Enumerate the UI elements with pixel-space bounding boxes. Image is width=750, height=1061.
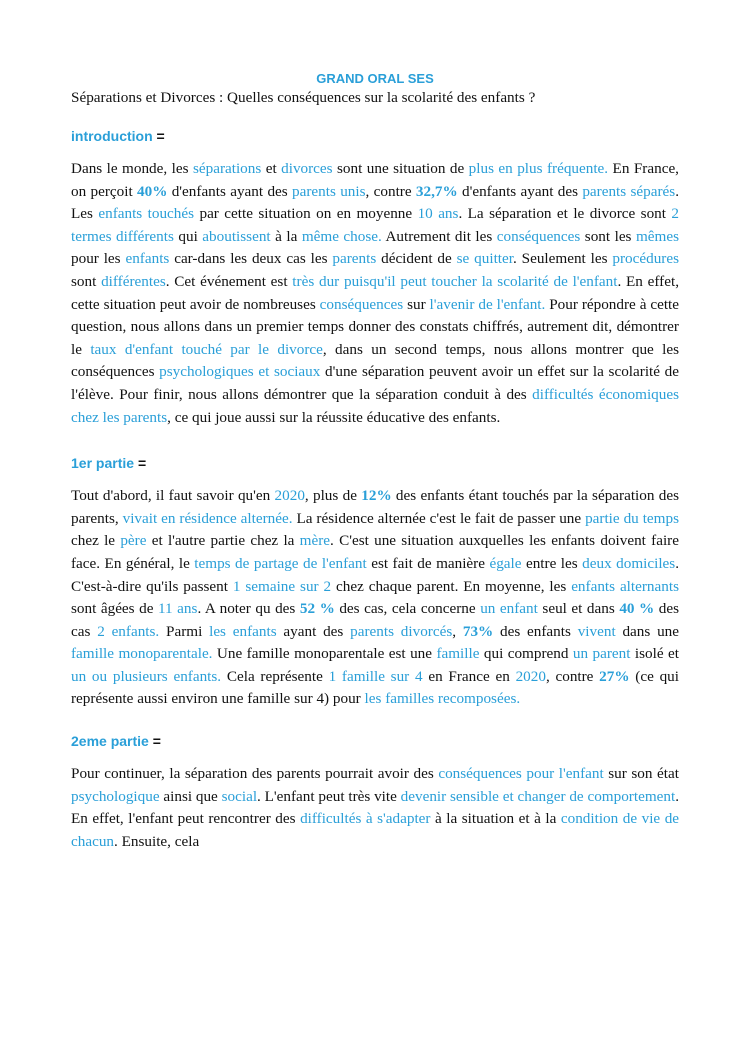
body-text: en France en xyxy=(422,667,516,685)
body-text: Parmi xyxy=(159,622,210,640)
highlighted-text: divorces xyxy=(281,160,333,177)
highlighted-text: 2020 xyxy=(515,667,546,685)
highlighted-text: temps de partage de l'enfant xyxy=(194,554,367,572)
document-subtitle: Séparations et Divorces : Quelles conséquences sur la scolarité des enfants ? xyxy=(71,89,536,106)
highlighted-text: mère xyxy=(299,532,331,550)
body-text: seul et dans xyxy=(537,600,620,618)
highlighted-text: différentes xyxy=(101,272,166,290)
section-heading-label: 1er partie xyxy=(71,455,135,472)
body-text: entre les xyxy=(521,554,583,572)
body-text: . L'enfant peut très vite xyxy=(257,787,401,805)
section-heading-eq: = xyxy=(137,455,147,472)
highlighted-text: un enfant xyxy=(480,600,538,618)
highlighted-text: conséquences xyxy=(496,227,581,245)
highlighted-text: enfants touchés xyxy=(98,205,195,223)
body-text: d'enfants ayant des xyxy=(167,182,293,200)
body-text: des enfants xyxy=(493,622,578,640)
body-text: sur son état xyxy=(603,765,679,783)
highlighted-text: difficultés à s'adapter xyxy=(300,810,431,828)
body-text: sur xyxy=(403,295,430,313)
body-text: car-dans les deux cas les xyxy=(169,250,333,268)
body-text: La résidence alternée c'est le fait de passer une xyxy=(292,509,586,527)
highlighted-text: psychologiques et sociaux xyxy=(159,363,321,381)
section-heading-part-1 xyxy=(71,453,679,473)
body-text: . A noter qu des xyxy=(197,600,300,618)
section-paragraph-introduction xyxy=(71,158,679,429)
document-title: GRAND ORAL SES xyxy=(316,71,434,86)
highlighted-text: séparations xyxy=(192,160,262,177)
body-text: . Ensuite, cela xyxy=(114,832,200,850)
highlighted-text: deux domiciles xyxy=(582,554,676,572)
body-text: est fait de manière xyxy=(366,554,490,572)
highlighted-text: un ou plusieurs enfants. xyxy=(71,667,222,685)
body-text: , dans un second temps, nous allons montrer que les conséquences xyxy=(71,340,680,381)
body-text: Pour continuer, la séparation des parents pourrait avoir des xyxy=(71,765,439,783)
body-text: par cette situation on en moyenne xyxy=(194,205,418,223)
body-text: , contre xyxy=(545,667,600,685)
body-text: des enfants étant touchés par la séparation des parents, xyxy=(71,487,679,527)
body-text: . La séparation et le divorce sont xyxy=(458,205,672,223)
body-text: , ce qui joue aussi sur la réussite éducative des enfants. xyxy=(167,408,501,426)
highlighted-text: mêmes xyxy=(635,227,679,245)
body-text: . Les xyxy=(71,182,679,223)
body-text: Tout d'abord, il faut savoir qu'en xyxy=(71,487,275,505)
section-heading-label: introduction xyxy=(71,128,153,144)
body-text: chez le xyxy=(71,532,121,550)
highlighted-text: parents divorcés xyxy=(350,622,453,640)
highlighted-text: partie du temps xyxy=(585,509,679,527)
body-text: des cas, cela concerne xyxy=(334,600,481,618)
body-text: sont une situation de xyxy=(332,160,469,177)
highlighted-text: 10 ans xyxy=(417,205,459,223)
highlighted-text: psychologique xyxy=(71,787,160,805)
highlighted-text: condition de vie de chacun xyxy=(71,810,680,850)
highlighted-text: 2020 xyxy=(274,487,305,505)
highlighted-text: 32,7% xyxy=(415,182,458,200)
highlighted-text: l'avenir de l'enfant. xyxy=(429,295,546,313)
highlighted-text: plus en plus fréquente. xyxy=(468,160,609,177)
body-text: . Seulement les xyxy=(512,250,613,268)
document-page xyxy=(71,70,679,853)
body-text: , contre xyxy=(365,182,416,200)
highlighted-text: devenir sensible et changer de comportement xyxy=(400,787,676,805)
section-paragraph-part-2 xyxy=(71,763,679,853)
body-text: isolé et xyxy=(630,645,679,663)
highlighted-text: les familles recomposées. xyxy=(364,690,521,708)
body-text: sont les xyxy=(580,227,636,245)
body-text: ayant des xyxy=(276,622,351,640)
body-text: . En effet, cette situation peut avoir de nombreuses xyxy=(71,272,679,313)
highlighted-text: les enfants xyxy=(209,622,277,640)
highlighted-text: procédures xyxy=(612,250,680,268)
body-text: Autrement dit les xyxy=(381,227,497,245)
body-text: ainsi que xyxy=(159,787,222,805)
section-heading-introduction xyxy=(71,126,679,146)
highlighted-text: 52 % xyxy=(299,600,335,618)
highlighted-text: conséquences xyxy=(319,295,404,313)
body-text: d'enfants ayant des xyxy=(457,182,583,200)
highlighted-text: parents unis xyxy=(292,182,366,200)
highlighted-text: un parent xyxy=(572,645,631,663)
highlighted-text: 2 termes différents xyxy=(71,205,680,245)
highlighted-text: enfants xyxy=(125,250,170,268)
highlighted-text: vivait en résidence alternée. xyxy=(122,509,293,527)
highlighted-text: égale xyxy=(489,554,522,572)
highlighted-text: parents séparés xyxy=(582,182,676,200)
highlighted-text: parents xyxy=(332,250,377,268)
highlighted-text: se quitter xyxy=(456,250,513,268)
highlighted-text: 40% xyxy=(137,182,168,200)
body-text: qui xyxy=(173,227,203,245)
body-text: à la xyxy=(270,227,302,245)
highlighted-text: difficultés économiques chez les parents xyxy=(71,385,679,426)
body-text: Une famille monoparentale est une xyxy=(212,645,437,663)
body-text: . Cet événement est xyxy=(165,272,293,290)
highlighted-text: même chose. xyxy=(301,227,382,245)
highlighted-text: 73% xyxy=(462,622,494,640)
body-text: d'une séparation peuvent avoir un effet sur la scolarité de l'élève. Pour finir, nous allons démontrer que la séparation conduit à des xyxy=(71,363,679,403)
highlighted-text: taux d'enfant touché par le divorce xyxy=(90,340,323,358)
body-text: . C'est une situation auxquelles les enfants doivent faire face. En général, le xyxy=(71,532,679,572)
body-text: et xyxy=(261,160,282,177)
body-text: Dans le monde, les xyxy=(71,160,193,177)
highlighted-text: famille xyxy=(436,645,480,663)
highlighted-text: très dur puisqu'il peut toucher la scolarité de l'enfant xyxy=(292,272,618,290)
body-text: . C'est-à-dire qu'ils passent xyxy=(71,554,679,595)
highlighted-text: 11 ans xyxy=(158,600,198,618)
body-text: En France, on perçoit xyxy=(71,160,679,200)
body-text: chez chaque parent. En moyenne, les xyxy=(331,577,572,595)
highlighted-text: 12% xyxy=(361,487,392,505)
section-heading-eq: = xyxy=(156,128,165,144)
highlighted-text: aboutissent xyxy=(202,227,271,245)
body-text: , xyxy=(452,622,463,640)
body-text: pour les xyxy=(71,250,126,268)
section-heading-label: 2eme partie xyxy=(71,733,149,750)
section-paragraph-part-1 xyxy=(71,485,679,711)
highlighted-text: 40 % xyxy=(619,600,655,618)
body-text: et l'autre partie chez la xyxy=(146,532,300,550)
highlighted-text: 1 famille sur 4 xyxy=(328,667,423,685)
highlighted-text: 1 semaine sur 2 xyxy=(232,577,332,595)
body-text: qui comprend xyxy=(479,645,573,663)
highlighted-text: conséquences pour l'enfant xyxy=(438,765,604,783)
body-text: sont xyxy=(71,272,102,290)
section-heading-part-2 xyxy=(71,731,679,751)
highlighted-text: vivent xyxy=(577,622,616,640)
body-text: des cas xyxy=(71,600,680,640)
highlighted-text: 2 enfants. xyxy=(97,622,160,640)
highlighted-text: social xyxy=(221,787,258,805)
highlighted-text: famille monoparentale. xyxy=(71,645,213,663)
body-text: dans une xyxy=(615,622,680,640)
highlighted-text: 27% xyxy=(599,667,630,685)
highlighted-text: enfants alternants xyxy=(571,577,679,595)
section-heading-eq: = xyxy=(152,733,161,750)
body-text: , plus de xyxy=(304,487,362,505)
body-text: décident de xyxy=(376,250,457,268)
highlighted-text: père xyxy=(120,532,147,550)
body-text: (ce qui représente aussi environ une famille sur 4) pour xyxy=(71,667,679,708)
body-text: Cela représente xyxy=(221,667,329,685)
body-text: Pour répondre à cette question, nous allons dans un premier temps donner des constats chiffrés, autrement dit, démontrer le xyxy=(71,295,680,358)
body-text: . En effet, l'enfant peut rencontrer des xyxy=(71,787,679,828)
body-text: sont âgées de xyxy=(71,600,159,618)
body-text: à la situation et à la xyxy=(430,810,561,828)
